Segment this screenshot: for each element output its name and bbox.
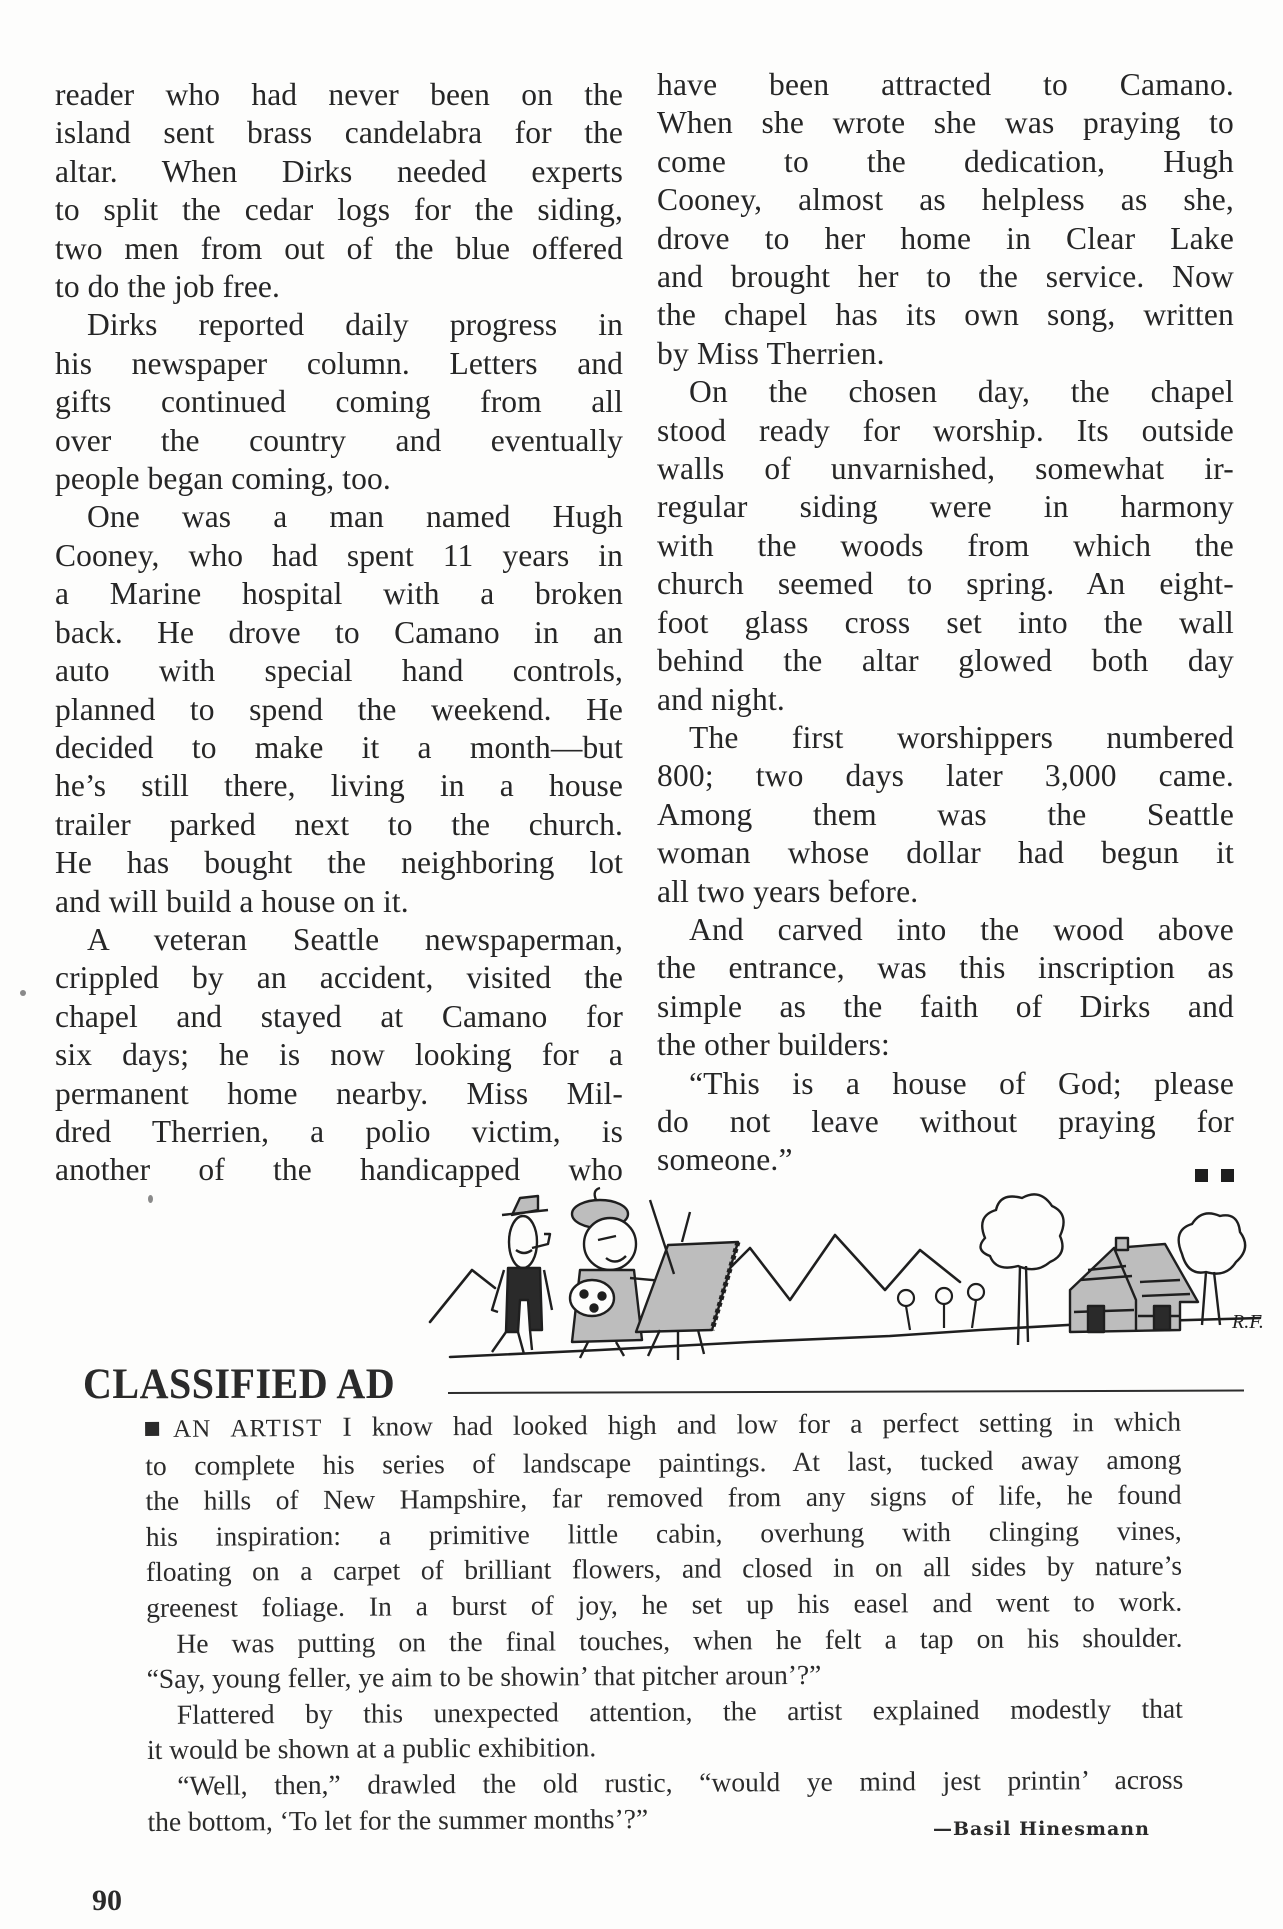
article-line: island sent brass candelabra for the — [55, 115, 623, 151]
article-line: decided to make it a month—but — [55, 729, 623, 765]
article-line: auto with special hand controls, — [55, 653, 623, 689]
lead-in-smallcaps: AN ARTIST — [173, 1414, 323, 1443]
article-line: the other builders: — [657, 1027, 890, 1063]
article-line: Cooney, almost as helpless as she, — [657, 182, 1234, 218]
ad-line: Flattered by this unexpected attention, the artist explained modestly that — [176, 1692, 1183, 1730]
ad-line: “Well, then,” drawled the old rustic, “would ye mind jest printin’ across — [177, 1763, 1184, 1801]
ad-line: “Say, young feller, ye aim to be showin’ that pitcher aroun’?” — [146, 1659, 822, 1695]
article-line: The first worshippers numbered — [689, 719, 1234, 755]
flowers — [898, 1284, 984, 1330]
article-left-column — [55, 76, 623, 1190]
ad-line: He was putting on the final touches, when he felt a tap on his shoulder. — [176, 1621, 1183, 1659]
article-line: Dirks reported daily progress in — [87, 307, 623, 343]
article-line: behind the altar glowed both day — [657, 643, 1234, 679]
article-line: over the country and eventually — [55, 422, 623, 458]
ad-attribution: —Basil Hinesmann — [933, 1818, 1150, 1840]
article-line: another of the handicapped who — [55, 1152, 623, 1188]
article-line: and night. — [657, 681, 785, 717]
article-line: walls of unvarnished, somewhat ir- — [657, 451, 1234, 487]
article-line: back. He drove to Camano in an — [55, 614, 623, 650]
article-line: trailer parked next to the church. — [55, 806, 623, 842]
article-line: and will build a house on it. — [55, 883, 409, 919]
article-line: 800; two days later 3,000 came. — [657, 758, 1234, 794]
article-line: all two years before. — [657, 873, 919, 909]
article-line: One was a man named Hugh — [87, 499, 623, 535]
article-line: have been attracted to Camano. — [657, 67, 1234, 102]
article-line: by Miss Therrien. — [657, 335, 885, 371]
ad-line: it would be shown at a public exhibition. — [146, 1731, 597, 1766]
article-line: a Marine hospital with a broken — [55, 576, 623, 612]
ad-line: the hills of New Hampshire, far removed from any signs of life, he found — [145, 1478, 1182, 1517]
cartoon-illustration — [420, 1170, 1270, 1370]
article-line: Cooney, who had spent 11 years in — [55, 537, 623, 573]
farmer-figure — [492, 1196, 552, 1354]
bullet-square-icon — [145, 1422, 159, 1436]
article-line: On the chosen day, the chapel — [689, 374, 1234, 410]
page-number: 90 — [92, 1884, 122, 1917]
article-line: foot glass cross set into the wall — [657, 604, 1234, 640]
article-line: woman whose dollar had begun it — [657, 835, 1234, 871]
log-cabin — [1070, 1238, 1198, 1332]
article-line: crippled by an accident, visited the — [55, 960, 623, 996]
ad-line: his inspiration: a primitive little cabin, overhung with clinging vines, — [145, 1514, 1182, 1552]
article-line: regular siding were in harmony — [657, 489, 1234, 525]
article-line: do not leave without praying for — [657, 1103, 1234, 1139]
article-line: And carved into the wood above — [689, 911, 1234, 947]
article-line: to do the job free. — [55, 269, 280, 305]
ad-line: to complete his series of landscape paintings. At last, tucked away among — [145, 1443, 1182, 1481]
article-line: his newspaper column. Letters and — [55, 345, 623, 381]
ad-line: greenest foliage. In a burst of joy, he set up his easel and went to work. — [146, 1585, 1183, 1623]
article-line: with the woods from which the — [657, 527, 1234, 563]
article-line: he’s still there, living in a house — [55, 768, 623, 804]
article-line: altar. When Dirks needed experts — [55, 153, 623, 189]
article-line: to split the cedar logs for the siding, — [55, 192, 623, 228]
article-line: six days; he is now looking for a — [55, 1037, 623, 1073]
article-line: gifts continued coming from all — [55, 384, 623, 420]
ad-line — [145, 1404, 1181, 1448]
mountain-line-right — [728, 1235, 960, 1300]
article-right-column — [657, 66, 1234, 1180]
ad-line: floating on a carpet of brilliant flowers, and closed in on all sides by nature’s — [145, 1550, 1183, 1588]
article-line: “This is a house of God; please — [689, 1065, 1234, 1101]
heading-rule — [448, 1389, 1244, 1394]
ad-line: the bottom, ‘To let for the summer months’?” — [147, 1802, 649, 1837]
article-line: reader who had never been on the — [55, 77, 623, 112]
article-line: When she wrote she was praying to — [657, 105, 1234, 141]
article-line: dred Therrien, a polio victim, is — [55, 1113, 623, 1149]
article-line: chapel and stayed at Camano for — [55, 998, 623, 1034]
article-line: and brought her to the service. Now — [657, 259, 1234, 295]
article-line: church seemed to spring. An eight- — [657, 566, 1234, 602]
article-line: two men from out of the blue offered — [55, 230, 623, 266]
article-line: the chapel has its own song, written — [657, 297, 1234, 333]
print-speck — [20, 990, 26, 996]
classified-heading: CLASSIFIED AD — [83, 1359, 396, 1408]
article-line: permanent home nearby. Miss Mil- — [55, 1075, 623, 1111]
article-line: A veteran Seattle newspaperman, — [87, 921, 623, 957]
classified-ad-body — [145, 1404, 1184, 1839]
article-line: the entrance, was this inscription as — [657, 950, 1234, 986]
article-line: people began coming, too. — [55, 461, 391, 497]
mountain-line-left — [430, 1270, 495, 1322]
print-speck — [148, 1195, 153, 1203]
article-line: Among them was the Seattle — [657, 796, 1234, 832]
article-line: He has bought the neighboring lot — [55, 845, 623, 881]
article-line: drove to her home in Clear Lake — [657, 220, 1234, 256]
article-line: simple as the faith of Dirks and — [657, 988, 1234, 1024]
article-line: come to the dedication, Hugh — [657, 143, 1234, 179]
ad-line-text: I know had looked high and low for a perfect setting in which — [342, 1405, 1182, 1442]
article-line: someone.” — [657, 1141, 1234, 1179]
article-line: stood ready for worship. Its outside — [657, 412, 1234, 448]
illustrator-signature: R.F. — [1232, 1311, 1264, 1333]
article-line: planned to spend the weekend. He — [55, 691, 623, 727]
